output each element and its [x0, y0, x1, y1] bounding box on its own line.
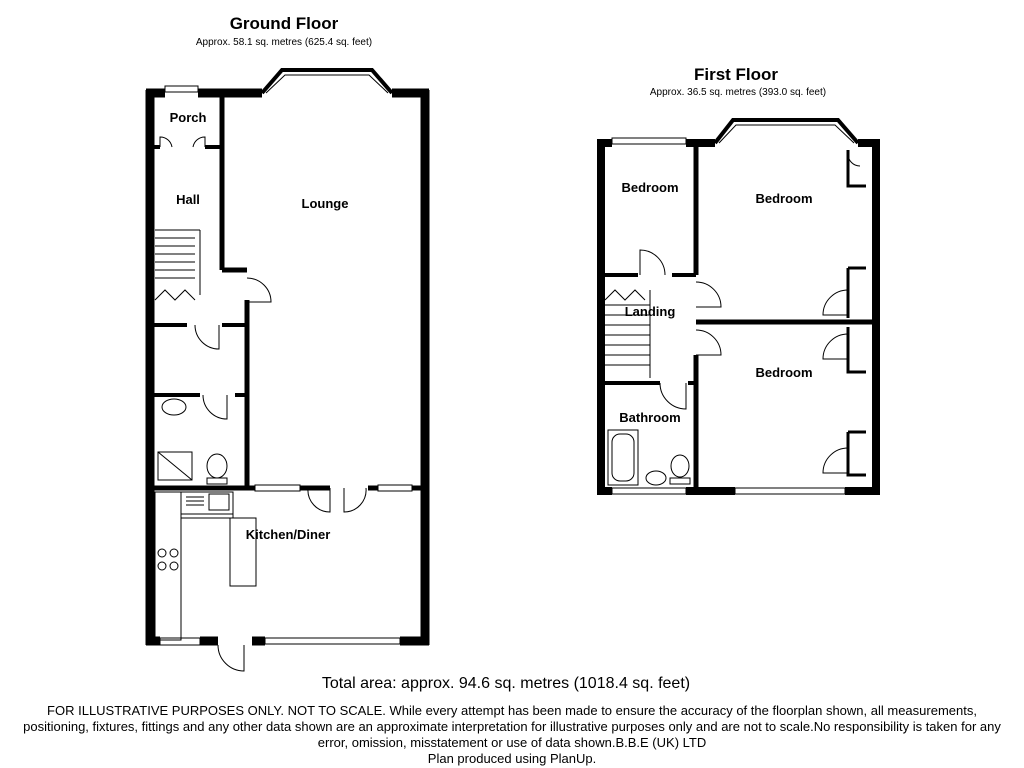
- window: [160, 638, 200, 645]
- hob: [158, 549, 178, 570]
- bay-window-inner: [266, 75, 388, 93]
- window: [165, 86, 198, 92]
- stairs: [155, 230, 200, 300]
- drainer: [186, 497, 204, 505]
- basin: [162, 399, 186, 415]
- door-swing: [193, 137, 205, 147]
- bay-window: [262, 70, 392, 93]
- room-label-kitchen: Kitchen/Diner: [245, 527, 331, 542]
- door-swing: [247, 278, 271, 302]
- door-swing: [308, 488, 330, 512]
- sink: [209, 494, 229, 510]
- ground-floor-title: Ground Floor: [229, 14, 339, 33]
- window: [612, 488, 686, 494]
- door-swing: [660, 383, 686, 409]
- window: [612, 138, 686, 144]
- door-swing: [218, 645, 244, 671]
- first-floor-area: Approx. 36.5 sq. metres (393.0 sq. feet): [649, 87, 827, 98]
- ground-floor-area: Approx. 58.1 sq. metres (625.4 sq. feet): [195, 37, 373, 48]
- room-label-porch: Porch: [169, 110, 207, 125]
- worktop: [181, 492, 233, 514]
- first-floor-title: First Floor: [693, 65, 779, 84]
- window: [255, 485, 300, 491]
- room-label-bedroom-front: Bedroom: [755, 191, 813, 206]
- window: [735, 488, 845, 494]
- toilet: [207, 454, 227, 478]
- door-swing: [696, 282, 721, 307]
- door-swing: [640, 250, 665, 275]
- basin: [646, 471, 666, 485]
- window: [378, 485, 412, 491]
- patio-doors: [265, 638, 400, 644]
- door-swing: [344, 488, 366, 512]
- door-swing: [195, 325, 219, 349]
- credit: Plan produced using PlanUp.: [427, 751, 597, 766]
- bay-window: [715, 120, 858, 143]
- ground-floor-plan: [146, 70, 429, 671]
- bay-window-inner: [719, 125, 854, 143]
- total-area: Total area: approx. 94.6 sq. metres (1018.4 sq. feet): [321, 675, 691, 692]
- room-label-landing: Landing: [624, 304, 676, 319]
- room-label-bedroom-rear: Bedroom: [755, 365, 813, 380]
- door-swing: [203, 395, 227, 419]
- door-swing: [696, 330, 721, 355]
- disclaimer: FOR ILLUSTRATIVE PURPOSES ONLY. NOT TO SCALE. While every attempt has been made to ensure the accuracy of the floorplan shown, all measurements, positioning, fixtures, fittings and any other data shown are an approximate interpretation for illustrative purposes only and are not to scale.No responsibility is taken for any error, omission, misstatement or use of data shown.B.B.E (UK) LTD: [23, 703, 1001, 750]
- worktop: [155, 492, 181, 640]
- room-label-hall: Hall: [176, 192, 200, 207]
- door-swing: [160, 137, 172, 147]
- wardrobes: [823, 150, 866, 475]
- room-label-bathroom: Bathroom: [619, 410, 681, 425]
- room-label-bedroom-small: Bedroom: [621, 180, 679, 195]
- toilet: [671, 455, 689, 477]
- room-label-lounge: Lounge: [301, 196, 349, 211]
